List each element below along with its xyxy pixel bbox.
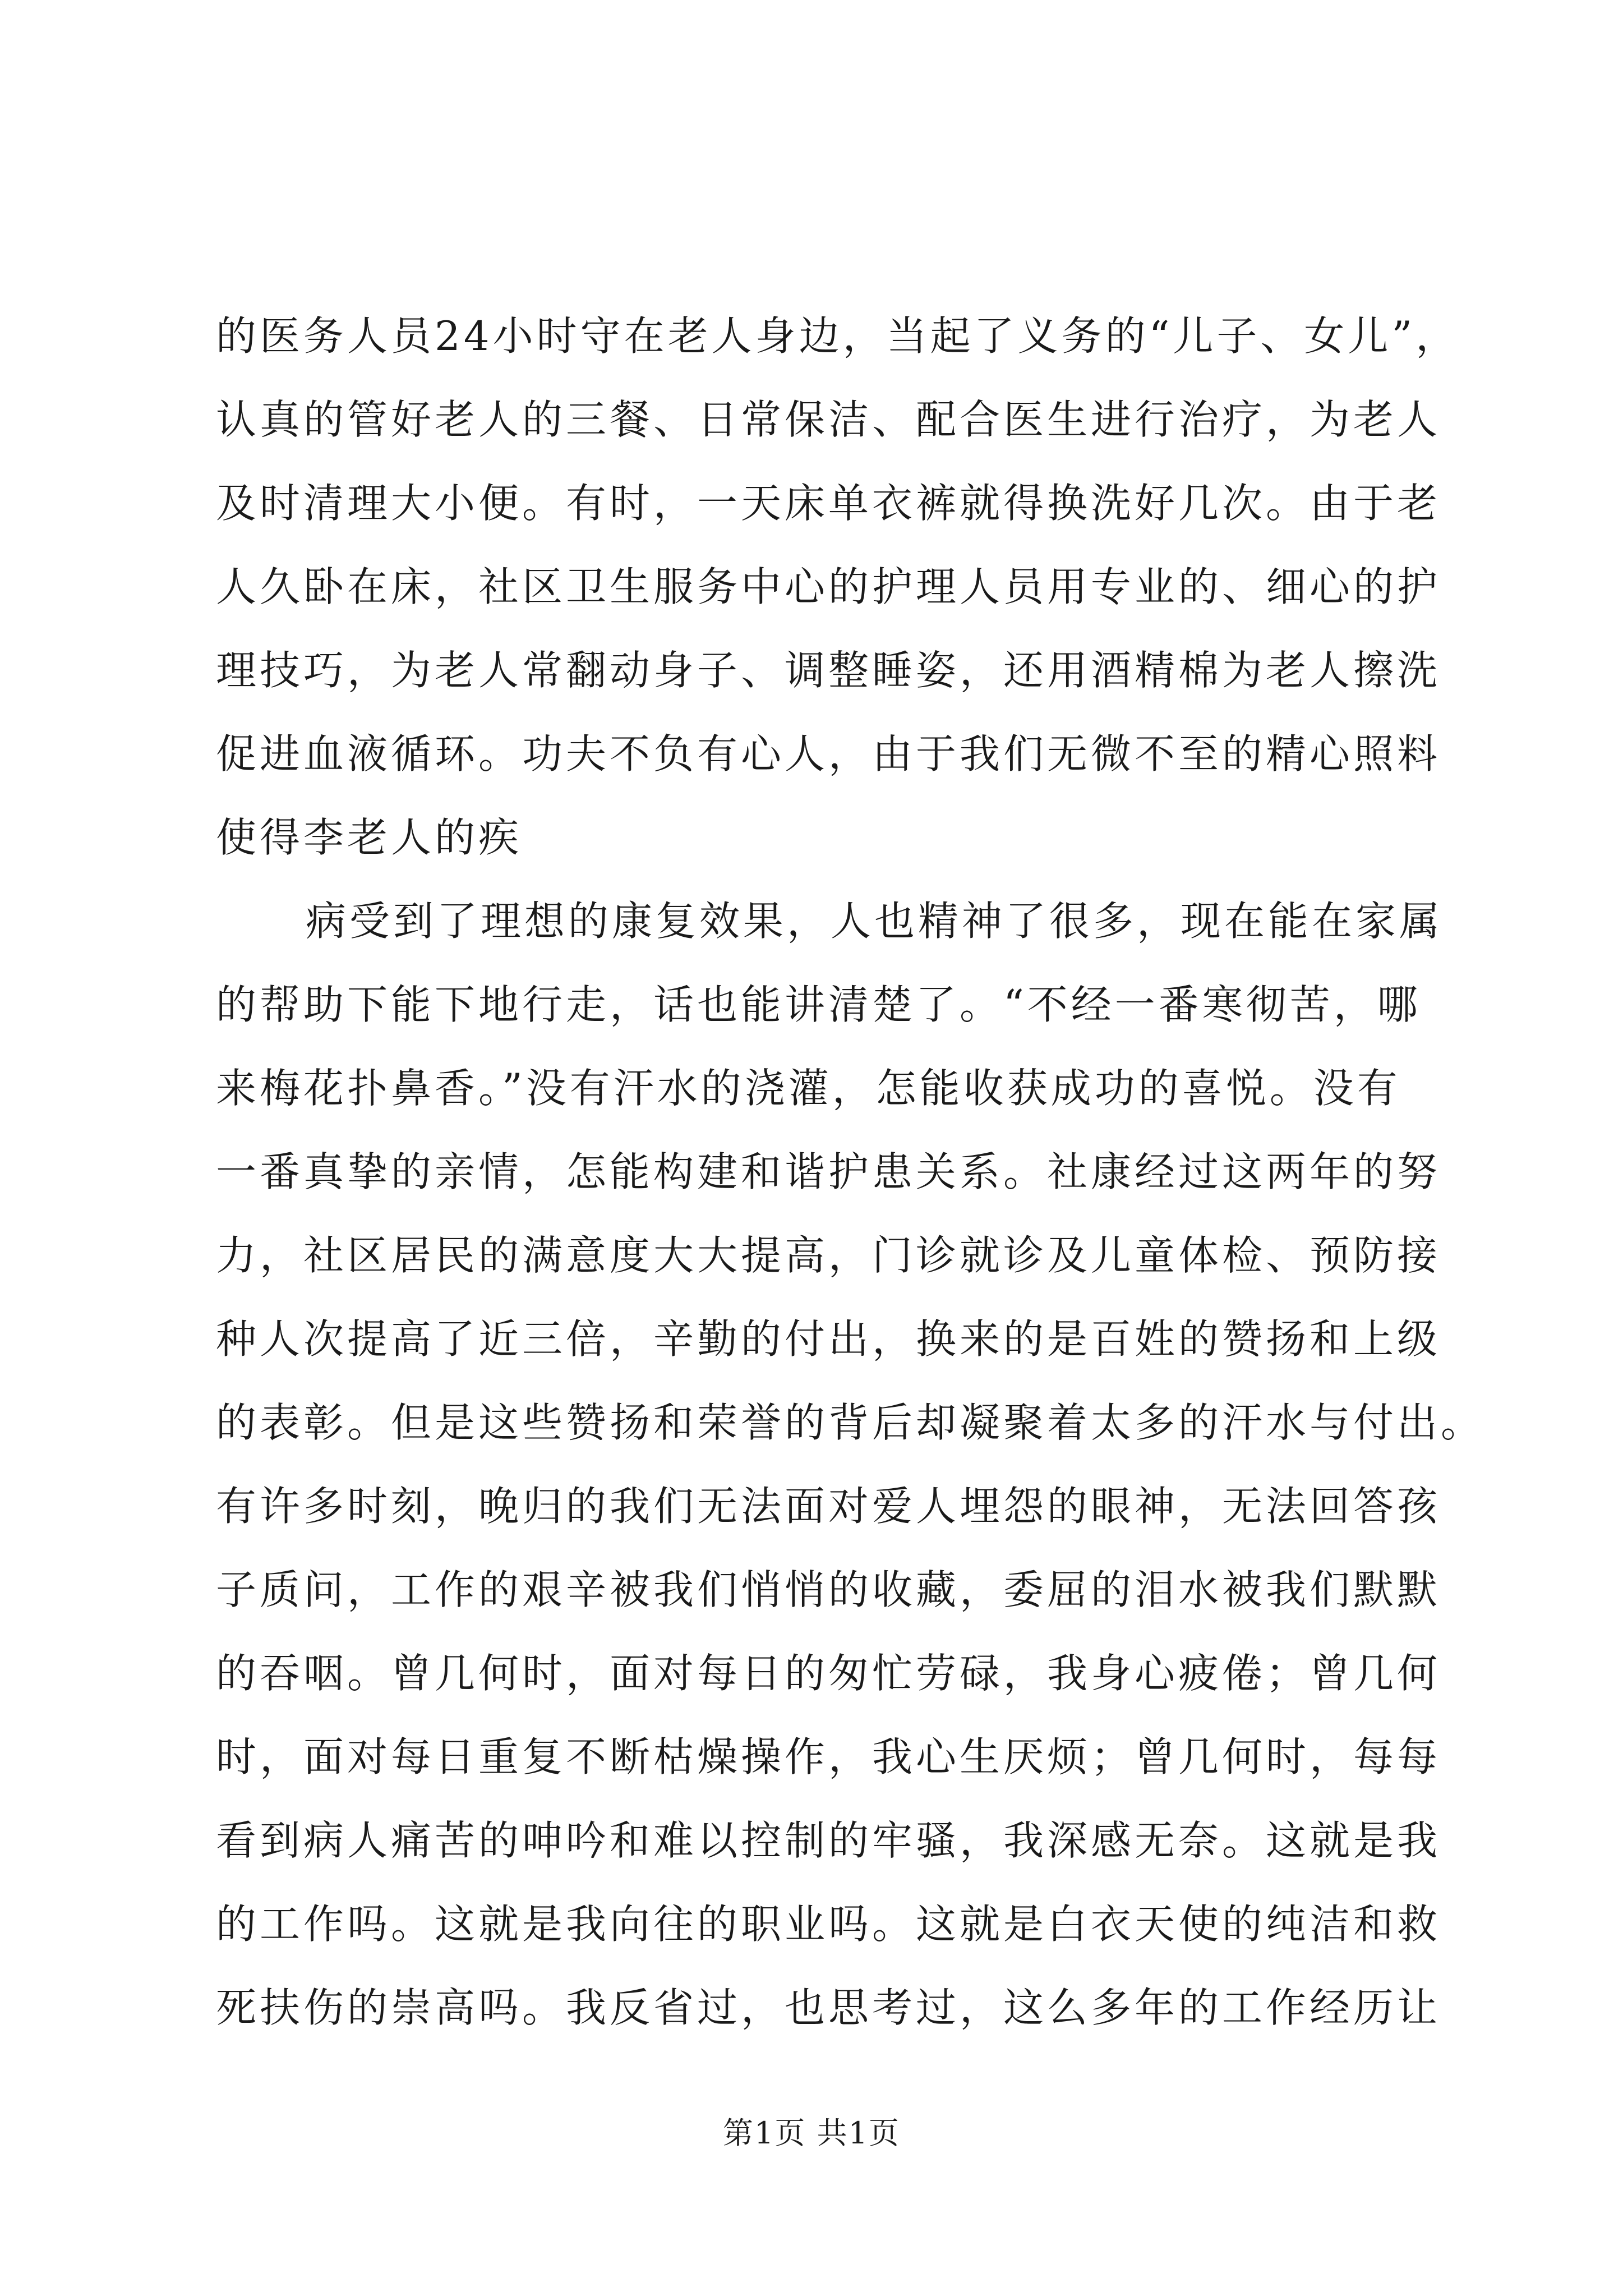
text-line: 有许多时刻，晚归的我们无法面对爱人埋怨的眼神，无法回答孩 <box>216 1483 1441 1530</box>
text-line: 的吞咽。曾几何时，面对每日的匆忙劳碌，我身心疲倦；曾几何 <box>216 1650 1441 1697</box>
text-line: 的医务人员24小时守在老人身边，当起了义务的“儿子、女儿”， <box>216 312 1460 360</box>
text-line: 理技巧，为老人常翻动身子、调整睡姿，还用酒精棉为老人擦洗 <box>216 647 1441 694</box>
body-text <box>216 295 1485 2050</box>
text-line: 看到病人痛苦的呻吟和难以控制的牢骚，我深感无奈。这就是我 <box>216 1817 1441 1864</box>
text-line: 种人次提高了近三倍，辛勤的付出，换来的是百姓的赞扬和上级 <box>216 1315 1441 1363</box>
text-line: 一番真挚的亲情，怎能构建和谐护患关系。社康经过这两年的努 <box>216 1148 1441 1195</box>
text-line: 使得李老人的疾 <box>216 814 523 861</box>
text-line: 的表彰。但是这些赞扬和荣誉的背后却凝聚着太多的汗水与付出。 <box>216 1399 1485 1446</box>
text-line: 死扶伤的崇高吗。我反省过，也思考过，这么多年的工作经历让 <box>216 1984 1441 2031</box>
text-line: 时，面对每日重复不断枯燥操作，我心生厌烦；曾几何时，每每 <box>216 1733 1441 1780</box>
text-line: 人久卧在床，社区卫生服务中心的护理人员用专业的、细心的护 <box>216 563 1441 610</box>
text-line: 认真的管好老人的三餐、日常保洁、配合医生进行治疗，为老人 <box>216 396 1441 443</box>
text-line: 的工作吗。这就是我向往的职业吗。这就是白衣天使的纯洁和救 <box>216 1901 1441 1948</box>
page-footer <box>0 2109 1623 2152</box>
text-line: 子质问，工作的艰辛被我们悄悄的收藏，委屈的泪水被我们默默 <box>216 1566 1441 1613</box>
text-line: 来梅花扑鼻香。”没有汗水的浇灌，怎能收获成功的喜悦。没有 <box>216 1065 1401 1112</box>
paragraph-start-line: 病受到了理想的康复效果，人也精神了很多，现在能在家属 <box>306 898 1444 945</box>
text-line: 及时清理大小便。有时，一天床单衣裤就得换洗好几次。由于老 <box>216 480 1441 527</box>
text-line: 促进血液循环。功夫不负有心人，由于我们无微不至的精心照料 <box>216 730 1441 777</box>
text-line: 力，社区居民的满意度大大提高，门诊就诊及儿童体检、预防接 <box>216 1232 1441 1279</box>
page-number-label: 第1页 共1页 <box>723 2115 900 2151</box>
text-line: 的帮助下能下地行走，话也能讲清楚了。“不经一番寒彻苦，哪 <box>216 981 1421 1028</box>
